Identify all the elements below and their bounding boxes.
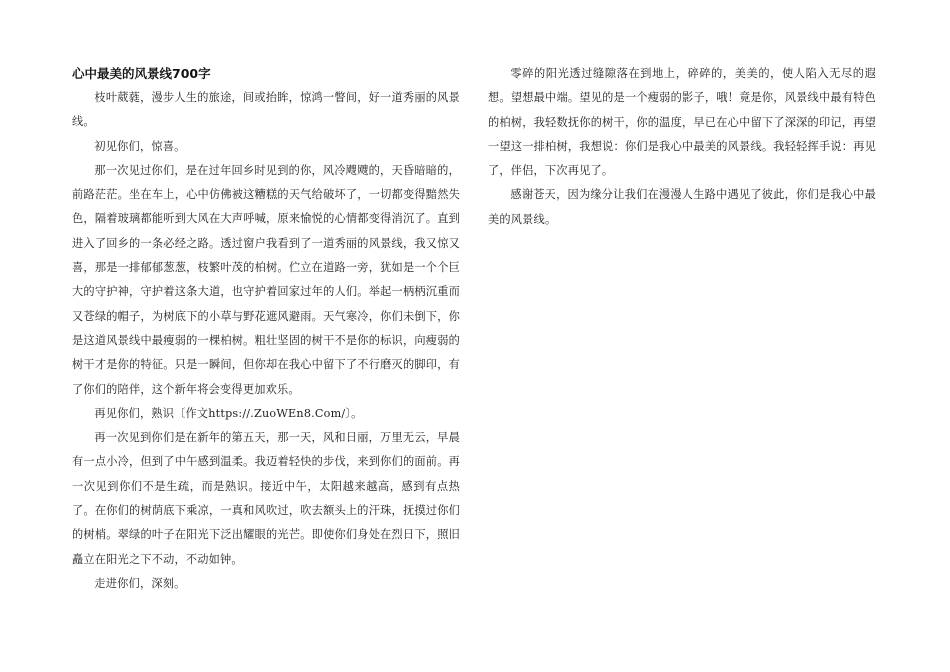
paragraph-second-meet-body: 再一次见到你们是在新年的第五天，那一天，风和日丽，万里无云，早晨有一点小冷，但到了中午感到温柔。我迈着轻快的步伐，来到你们的面前。再一次见到你们不是生疏，而是熟识。接近中午，太阳越来越高，感到有点热了。在你们的树荫底下乘凉，一真和风吹过，吹去额头上的汗珠，抚摸过你们的树梢。翠绿的叶子在阳光下泛出耀眼的光芒。即使你们身处在烈日下，照旧矗立在阳光之下不动，不动如钟。: [72, 431, 460, 566]
paragraph-second-meet: 再见你们，熟识〔作文https://.ZuoWEn8.Com/〕。: [94, 406, 363, 420]
paragraph-intro: 枝叶葳蕤，漫步人生的旅途，间或抬眸，惊鸿一瞥间，好一道秀丽的风景线。: [72, 91, 460, 129]
left-column: [72, 62, 460, 596]
paragraph-approach: 走进你们，深刻。: [94, 576, 186, 590]
article-title: 心中最美的风景线700字: [72, 66, 211, 81]
paragraph-conclusion: 感谢苍天，因为缘分让我们在漫漫人生路中遇见了彼此，你们是我心中最美的风景线。: [488, 188, 876, 226]
right-column: [488, 62, 876, 232]
paragraph-sunlight: 零碎的阳光透过缝隙落在到地上，碎碎的，美美的，使人陷入无尽的遐想。望想最中端。望见的是一个瘦弱的影子，哦！竟是你，风景线中最有特色的柏树，我轻数抚你的树干，你的温度，早已在心中留下了深深的印记，再望一望这一排柏树，我想说：你们是我心中最美的风景线。我轻轻挥手说：再见了，伴侣，下次再见了。: [488, 67, 876, 178]
paragraph-first-meet-body: 那一次见过你们，是在过年回乡时见到的你，风冷飕飕的，天昏暗暗的，前路茫茫。坐在车上，心中仿佛被这糟糕的天气给破坏了，一切都变得黯然失色，隔着玻璃都能听到大风在大声呼喊，原来愉悦的心情都变得消沉了。直到进入了回乡的一条必经之路。透过窗户我看到了一道秀丽的风景线，我又惊又喜，那是一排郁郁葱葱，枝繁叶茂的柏树。伫立在道路一旁，犹如是一个个巨大的守护神，守护着这条大道，也守护着回家过年的人们。举起一柄柄沉重而又苍绿的帽子，为树底下的小草与野花遮风避雨。天气寒冷，你们未倒下，你是这道风景线中最瘦弱的一棵柏树。粗壮坚固的树干不是你的标识，向瘦弱的树干才是你的特征。只是一瞬间，但你却在我心中留下了不行磨灭的脚印，有了你们的陪伴，这个新年将会变得更加欢乐。: [72, 163, 460, 396]
paragraph-first-meet: 初见你们，惊喜。: [94, 139, 186, 153]
